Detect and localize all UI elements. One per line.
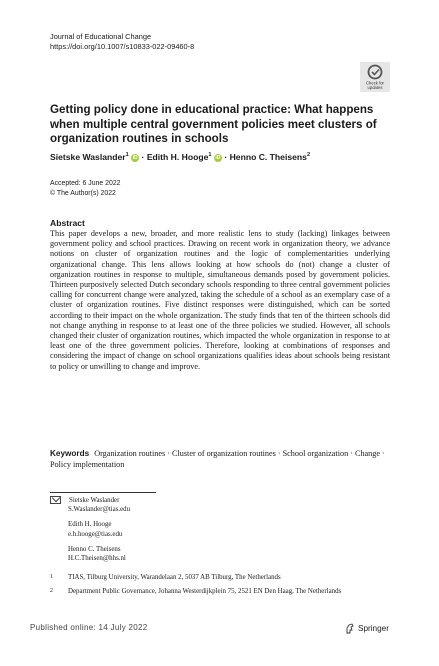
- publisher-logo[interactable]: [345, 623, 389, 634]
- keywords-label: Keywords: [50, 449, 90, 458]
- correspondence-email[interactable]: e.h.hooge@tias.edu: [68, 530, 123, 538]
- author-separator: ·: [141, 152, 145, 162]
- author-affil-number: 1: [125, 152, 129, 159]
- author-name[interactable]: Edith H. Hooge: [146, 152, 209, 162]
- keywords-text: Organization routines · Cluster of organization routines · School organization · Change · Policy implementation: [50, 449, 385, 469]
- doi-link[interactable]: https://doi.org/10.1007/s10833-022-09460-8: [50, 42, 195, 51]
- corresponding-author: [50, 496, 130, 505]
- abstract-text: This paper develops a new, broader, and more realistic lens to study (lacking) linkages between government policy and school practices. Drawing on recent work in organization theory, we advance notions on cluster of organization routines and the logic of complementarities underlying organizational change. This lens allows looking at how schools do (not) change a cluster of organization routines in response to multiple, simultaneous demands posed by government policies. Thirteen purposively selected Dutch secondary schools responding to three central government policies calling for concurrent change were analyzed, taking the schedule of a school as an exemplary case of a cluster of organization routines. Five distinct responses were distinguished, which can be sorted according to their impact on the whole organization. The study finds that ten of the thirteen schools did not change anything in response to at least one of the three policies we studied. However, all schools changed their cluster of organization routines, which impacted the whole organization in response to at least one of the three government policies. Therefore, looking at combinations of responses and considering the impact of change on school organizations qualifies ideas about schools being resistant to policy or unwilling to change and improve.: [50, 229, 390, 371]
- check-for-updates-icon: [360, 62, 390, 92]
- affiliation-item: [50, 587, 390, 596]
- orcid-icon[interactable]: iD: [215, 154, 221, 161]
- badge-line1: Check for: [366, 80, 384, 86]
- journal-header: [50, 32, 194, 52]
- envelope-icon: [50, 496, 61, 504]
- journal-name: Journal of Educational Change: [50, 32, 152, 41]
- correspondence-name: Henno C. Theisens: [68, 545, 121, 553]
- author-name[interactable]: Sietske Waslander: [50, 152, 126, 162]
- correspondence-email[interactable]: H.C.Theisen@hhs.nl: [68, 555, 126, 563]
- author-list: [50, 152, 310, 162]
- affiliation-number: 2: [50, 588, 53, 595]
- author-affil-number: 1: [208, 152, 212, 159]
- correspondence-email[interactable]: S.Waslander@tias.edu: [68, 506, 131, 514]
- correspondence-name: Edith H. Hooge: [68, 521, 112, 529]
- published-date: Published online: 14 July 2022: [30, 623, 148, 632]
- affiliations-block: [50, 573, 390, 601]
- affiliation-text: TIAS, Tilburg University, Warandelaan 2, 5037 AB Tilburg, The Netherlands: [68, 574, 281, 581]
- correspondence-name: Sietske Waslander: [69, 497, 120, 504]
- article-dates: [50, 179, 121, 199]
- article-title: Getting policy done in educational practice: What happens when multiple central government policies meet clusters of organization routines in schools: [50, 103, 377, 146]
- affiliation-number: 1: [50, 574, 53, 580]
- accepted-date: Accepted: 6 June 2022: [50, 180, 121, 187]
- copyright-line: © The Author(s) 2022: [50, 190, 116, 197]
- affiliation-item: [50, 573, 390, 582]
- publisher-name: Springer: [358, 624, 389, 633]
- badge-line2: updates: [367, 85, 383, 90]
- affiliation-text: Department Public Governance, Johanna Westerdijkplein 75, 2521 EN Den Haag, The Netherlands: [68, 588, 342, 596]
- abstract-heading: Abstract: [50, 218, 85, 228]
- author-affil-number: 2: [306, 152, 311, 159]
- author-name[interactable]: Henno C. Theisens: [229, 152, 307, 162]
- check-for-updates-badge[interactable]: [360, 62, 390, 92]
- correspondence-block: [50, 496, 130, 563]
- orcid-icon[interactable]: iD: [132, 154, 138, 161]
- footnote-divider: [50, 492, 156, 493]
- keywords-block: [50, 448, 390, 470]
- author-separator: ·: [224, 152, 228, 162]
- springer-horse-icon: [345, 623, 355, 634]
